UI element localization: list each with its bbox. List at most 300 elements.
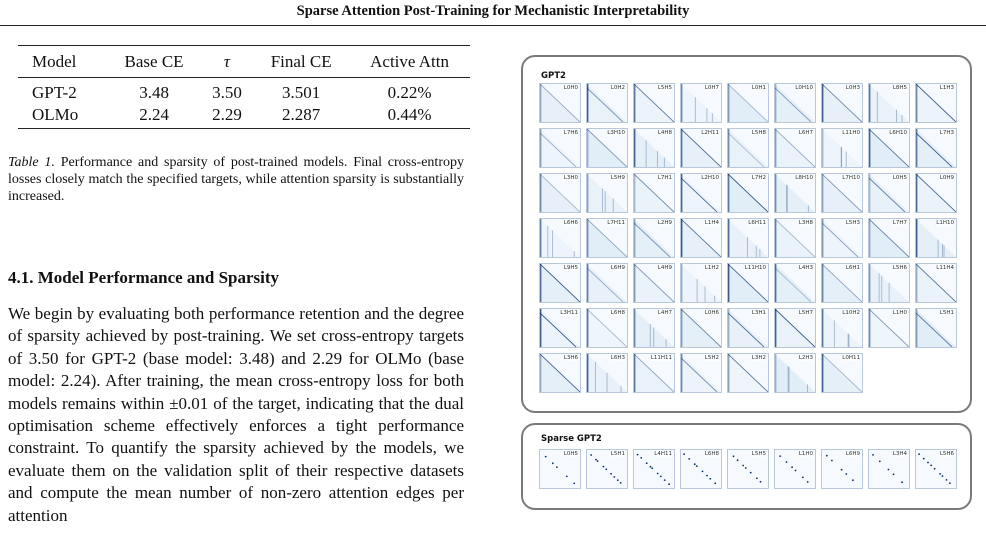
head-label: L2H11	[701, 130, 719, 136]
attention-column	[602, 189, 603, 213]
head-label: L0H5	[563, 451, 578, 457]
attention-map-tile	[633, 308, 675, 348]
attention-column	[938, 240, 939, 257]
attention-sink	[540, 174, 541, 212]
head-label: L6H8	[610, 310, 625, 316]
table-row	[18, 78, 470, 105]
head-label: L11H10	[744, 265, 766, 271]
head-label: L3H10	[607, 130, 625, 136]
attention-dot	[640, 457, 642, 459]
attention-dot	[831, 460, 833, 462]
attention-map-tile	[821, 83, 863, 123]
attention-map-tile	[680, 218, 722, 258]
attention-dot	[637, 454, 639, 456]
attention-map-tile	[915, 128, 957, 168]
attention-map-tile	[774, 353, 816, 393]
attention-map-tile	[539, 449, 581, 489]
attention-dot	[660, 476, 662, 478]
head-label: L1H2	[704, 265, 719, 271]
head-label: L6H6	[563, 220, 578, 226]
attention-sink	[728, 264, 729, 302]
attention-dot	[702, 471, 704, 473]
table-cell: 2.24	[107, 104, 200, 129]
attention-column	[714, 296, 715, 302]
attention-map-tile	[821, 218, 863, 258]
head-label: L6H9	[845, 451, 860, 457]
attention-sink	[681, 309, 682, 347]
attention-column	[547, 226, 548, 257]
attention-column	[848, 333, 849, 347]
head-label: L5H6	[939, 451, 954, 457]
table-cell: GPT-2	[32, 83, 77, 102]
head-label: L5H1	[610, 451, 625, 457]
attention-column	[574, 251, 575, 257]
attention-map-tile	[633, 128, 675, 168]
table-cell: 2.29	[201, 104, 254, 129]
attention-sink	[822, 129, 823, 167]
attention-dot	[756, 477, 758, 479]
table-header-cell	[201, 46, 254, 78]
attention-map-tile	[868, 449, 910, 489]
table-row	[18, 104, 470, 129]
head-label: L6H1	[845, 265, 860, 271]
attention-map-tile	[821, 353, 863, 393]
table-header-cell: Final CE	[253, 46, 349, 78]
table-cell: 0.22%	[387, 83, 432, 102]
attention-column	[942, 244, 943, 257]
attention-sink	[587, 309, 588, 347]
table-cell: 3.501	[282, 83, 321, 102]
attention-sink	[822, 84, 823, 122]
attention-dot	[610, 473, 612, 475]
attention-dot	[694, 463, 696, 465]
head-label: L3H11	[560, 310, 578, 316]
head-label: L7H3	[939, 130, 954, 136]
attention-sink	[775, 309, 776, 347]
attention-sink	[775, 354, 776, 392]
attention-sink	[681, 129, 682, 167]
attention-sink	[869, 219, 870, 257]
attention-column	[787, 185, 788, 212]
attention-dot	[709, 478, 711, 480]
attention-map-tile	[680, 263, 722, 303]
attention-dot	[901, 481, 903, 483]
table-cell: OLMo	[18, 104, 107, 129]
head-label: L0H7	[704, 85, 719, 91]
attention-map-tile	[727, 308, 769, 348]
attention-column	[650, 324, 651, 347]
attention-map-tile	[539, 128, 581, 168]
head-label: L11H4	[936, 265, 954, 271]
attention-column	[944, 245, 945, 257]
attention-map-tile	[586, 128, 628, 168]
attention-dot	[742, 465, 744, 467]
attention-sink	[916, 264, 917, 302]
table-cell: 2.287	[253, 104, 349, 129]
attention-sink	[587, 354, 588, 392]
attention-sink	[822, 354, 823, 392]
attention-dot	[556, 466, 558, 468]
attention-map-tile	[539, 308, 581, 348]
attention-sink	[681, 219, 682, 257]
attention-dot	[683, 453, 685, 455]
attention-column	[841, 147, 842, 167]
attention-dot	[802, 477, 804, 479]
attention-map-tile	[539, 83, 581, 123]
table-header-row	[18, 46, 470, 78]
attention-dot	[942, 475, 944, 477]
attention-dot	[791, 466, 793, 468]
attention-map-tile	[586, 173, 628, 213]
attention-map-tile	[774, 263, 816, 303]
attention-sink	[681, 84, 682, 122]
table-cell: 3.48	[139, 83, 169, 102]
attention-dot	[552, 462, 554, 464]
attention-column	[613, 199, 614, 213]
attention-map-tile	[868, 263, 910, 303]
attention-column	[881, 276, 882, 302]
head-label: L7H7	[892, 220, 907, 226]
head-label: L11H0	[842, 130, 860, 136]
head-label: L5H7	[798, 310, 813, 316]
attention-map-tile	[727, 263, 769, 303]
attention-map-tile	[633, 83, 675, 123]
head-label: L0H9	[939, 175, 954, 181]
attention-dot	[620, 482, 622, 484]
attention-dot	[566, 476, 568, 478]
attention-column	[902, 115, 903, 122]
attention-dot	[613, 476, 615, 478]
attention-sink	[728, 84, 729, 122]
attention-sink	[540, 264, 541, 302]
attention-column	[707, 108, 708, 122]
body-paragraph: We begin by evaluating both performance retention and the degree of sparsity achieved by post-training. We set cross-entropy targets of 3.50 for GPT-2 (base model: 3.48) and 2.29 for OLMo (base model: 2.24). After training, the mean cross-entropy loss for both models remains within ±0.01 of the target, indicating that the dual optimisation scheme effectively enforces a tight performance constraint. To quantify the sparsity achieved by the models, we evaluate them on the validation split of their respective datasets and compute the mean number of non-zero attention edges per attention	[8, 304, 464, 525]
head-label: L5H9	[610, 175, 625, 181]
attention-column	[788, 366, 789, 392]
attention-map-tile	[868, 83, 910, 123]
attention-column	[877, 92, 878, 123]
attention-sink	[775, 219, 776, 257]
attention-column	[849, 334, 850, 347]
attention-map-tile	[727, 449, 769, 489]
attention-map-tile	[680, 128, 722, 168]
attention-map-tile	[821, 308, 863, 348]
attention-sink	[822, 264, 823, 302]
attention-column	[756, 245, 757, 257]
head-label: L11H11	[650, 355, 672, 361]
head-label: L5H6	[892, 265, 907, 271]
head-label: L2H3	[798, 355, 813, 361]
head-label: L5H1	[939, 310, 954, 316]
table-header-cell: Model	[18, 46, 107, 78]
attention-map-tile	[774, 308, 816, 348]
attention-dot	[841, 469, 843, 471]
head-label: L9H5	[563, 265, 578, 271]
attention-map-tile	[727, 173, 769, 213]
attention-map-tile	[633, 449, 675, 489]
attention-map-tile	[915, 218, 957, 258]
table-header-cell: Active Attn	[349, 46, 470, 78]
attention-sink	[540, 219, 541, 257]
attention-map-tile	[680, 83, 722, 123]
attention-dot	[779, 455, 781, 457]
head-label: L3H0	[563, 175, 578, 181]
attention-column	[712, 113, 713, 122]
attention-column	[760, 249, 761, 257]
attention-sink	[916, 84, 917, 122]
head-label: L3H6	[563, 355, 578, 361]
attention-column	[789, 367, 790, 392]
attention-dot	[760, 481, 762, 483]
attention-dot	[946, 479, 948, 481]
head-label: L5H8	[751, 130, 766, 136]
attention-column	[747, 237, 748, 257]
attention-sink	[587, 174, 588, 212]
attention-dot	[605, 468, 607, 470]
attention-column	[552, 230, 553, 257]
attention-sink	[728, 354, 729, 392]
attention-map-tile	[915, 449, 957, 489]
head-label: L4H11	[654, 451, 672, 457]
caption-text: Performance and sparsity of post-trained models. Final cross-entropy losses closely match the specified targets, while attention sparsity is substantially increased.	[8, 155, 464, 204]
head-label: L1H3	[939, 85, 954, 91]
attention-map-tile	[774, 128, 816, 168]
attention-dot	[923, 458, 925, 460]
head-label: L0H1	[751, 85, 766, 91]
attention-map-tile	[539, 218, 581, 258]
attention-sink	[728, 174, 729, 212]
attention-map-tile	[821, 128, 863, 168]
attention-sink	[587, 129, 588, 167]
head-label: L1H0	[892, 310, 907, 316]
attention-sink	[869, 264, 870, 302]
head-label: L0H0	[563, 85, 578, 91]
attention-map-tile	[774, 449, 816, 489]
dense-attention-panel	[521, 55, 972, 413]
attention-map-tile	[915, 308, 957, 348]
attention-column	[657, 151, 658, 167]
attention-dot	[845, 473, 847, 475]
sparse-panel-title: Sparse GPT2	[541, 434, 602, 444]
attention-column	[834, 320, 835, 347]
attention-dot	[714, 482, 716, 484]
attention-map-tile	[868, 173, 910, 213]
attention-sink	[916, 219, 917, 257]
dense-panel-title: GPT2	[541, 71, 566, 81]
sparse-attention-panel	[521, 423, 972, 510]
table-cell: 0.44%	[349, 104, 470, 129]
attention-column	[595, 362, 596, 392]
attention-dot	[918, 453, 920, 455]
attention-map-tile	[680, 173, 722, 213]
attention-column	[896, 110, 897, 122]
head-label: L4H9	[657, 265, 672, 271]
attention-map-tile	[868, 308, 910, 348]
attention-map-tile	[586, 83, 628, 123]
head-label: L2H9	[657, 220, 672, 226]
attention-column	[646, 140, 647, 167]
attention-dot	[807, 481, 809, 483]
attention-map-tile	[821, 449, 863, 489]
head-label: L0H2	[610, 85, 625, 91]
attention-sink	[587, 219, 588, 257]
attention-column	[621, 386, 622, 392]
head-label: L5H2	[704, 355, 719, 361]
attention-map-tile	[727, 128, 769, 168]
attention-column	[705, 287, 706, 303]
attention-dot	[597, 460, 599, 462]
attention-column	[607, 373, 608, 392]
attention-column	[846, 152, 847, 167]
attention-column	[697, 279, 698, 302]
attention-map-tile	[586, 353, 628, 393]
head-label: L3H4	[892, 451, 907, 457]
attention-dot	[737, 459, 739, 461]
attention-dot	[879, 461, 881, 463]
attention-map-tile	[539, 263, 581, 303]
attention-dot	[617, 479, 619, 481]
attention-sink	[540, 354, 541, 392]
attention-dot	[595, 459, 597, 461]
head-label: L2H10	[701, 175, 719, 181]
attention-map-tile	[915, 173, 957, 213]
running-title: Sparse Attention Post-Training for Mechanistic Interpretability	[0, 0, 986, 26]
head-label: L0H11	[842, 355, 860, 361]
attention-column	[807, 384, 808, 392]
attention-sink	[822, 309, 823, 347]
attention-dot	[745, 467, 747, 469]
attention-map-tile	[727, 83, 769, 123]
attention-map-tile	[915, 83, 957, 123]
attention-dot	[646, 462, 648, 464]
head-label: L4H8	[657, 130, 672, 136]
tau-symbol: τ	[223, 52, 230, 71]
head-label: L0H3	[845, 85, 860, 91]
attention-map-tile	[633, 173, 675, 213]
head-label: L7H6	[563, 130, 578, 136]
attention-sink	[869, 309, 870, 347]
attention-dot	[930, 465, 932, 467]
attention-map-tile	[774, 218, 816, 258]
attention-dot	[795, 470, 797, 472]
section-heading: 4.1. Model Performance and Sparsity	[8, 268, 280, 287]
attention-sink	[775, 129, 776, 167]
attention-dot	[852, 479, 854, 481]
attention-column	[664, 157, 665, 167]
head-label: L8H10	[795, 175, 813, 181]
attention-sink	[681, 264, 682, 302]
attention-map-tile	[821, 263, 863, 303]
attention-dot	[872, 454, 874, 456]
attention-column	[889, 283, 890, 302]
attention-dot	[826, 455, 828, 457]
attention-dot	[573, 483, 575, 485]
head-label: L7H10	[842, 175, 860, 181]
attention-dot	[696, 465, 698, 467]
attention-map-tile	[680, 353, 722, 393]
head-label: L10H2	[842, 310, 860, 316]
attention-dot	[706, 475, 708, 477]
head-label: L3H8	[798, 220, 813, 226]
attention-dot	[927, 462, 929, 464]
attention-sink	[634, 264, 635, 302]
attention-dot	[786, 461, 788, 463]
table-cell: 3.50	[212, 83, 242, 102]
attention-map-tile	[821, 173, 863, 213]
attention-dot	[650, 466, 652, 468]
head-label: L3H1	[751, 310, 766, 316]
attention-sink	[916, 174, 917, 212]
head-label: L7H1	[657, 175, 672, 181]
head-label: L4H7	[657, 310, 672, 316]
head-label: L1H4	[704, 220, 719, 226]
attention-dot	[949, 482, 951, 484]
attention-map-tile	[586, 218, 628, 258]
attention-map-tile	[727, 218, 769, 258]
attention-map-tile	[915, 263, 957, 303]
head-label: L8H5	[892, 85, 907, 91]
head-label: L0H10	[795, 85, 813, 91]
attention-sink	[822, 174, 823, 212]
head-label: L4H3	[798, 265, 813, 271]
attention-sink	[634, 174, 635, 212]
attention-map-tile	[868, 128, 910, 168]
head-label: L3H2	[751, 355, 766, 361]
attention-map-tile	[633, 263, 675, 303]
attention-map-tile	[633, 218, 675, 258]
attention-map-tile	[774, 173, 816, 213]
head-label: L0H6	[704, 310, 719, 316]
caption-label: Table 1.	[8, 155, 55, 170]
attention-dot	[664, 479, 666, 481]
head-label: L7H11	[607, 220, 625, 226]
head-label: L6H10	[889, 130, 907, 136]
attention-sink	[634, 309, 635, 347]
attention-map-tile	[680, 308, 722, 348]
attention-column	[808, 205, 809, 212]
attention-column	[653, 328, 654, 348]
attention-sink	[634, 84, 635, 122]
head-label: L0H5	[892, 175, 907, 181]
attention-dot	[688, 458, 690, 460]
attention-column	[879, 273, 880, 302]
head-label: L6H9	[610, 265, 625, 271]
attention-sink	[869, 129, 870, 167]
attention-column	[666, 339, 667, 347]
attention-dot	[888, 469, 890, 471]
attention-map-tile	[586, 308, 628, 348]
head-label: L6H3	[610, 355, 625, 361]
attention-dot	[668, 483, 670, 485]
table-caption	[8, 154, 464, 205]
attention-dot	[590, 454, 592, 456]
attention-map-tile	[727, 353, 769, 393]
head-label: L6H7	[798, 130, 813, 136]
attention-map-tile	[680, 449, 722, 489]
results-table	[18, 45, 470, 129]
attention-dot	[934, 468, 936, 470]
attention-column	[605, 191, 606, 212]
head-label: L7H2	[751, 175, 766, 181]
attention-sink	[540, 84, 541, 122]
attention-dot	[939, 473, 941, 475]
attention-dot	[603, 466, 605, 468]
head-label: L1H0	[798, 451, 813, 457]
attention-sink	[775, 174, 776, 212]
attention-map-tile	[633, 353, 675, 393]
attention-map-tile	[539, 173, 581, 213]
head-label: L5H5	[657, 85, 672, 91]
